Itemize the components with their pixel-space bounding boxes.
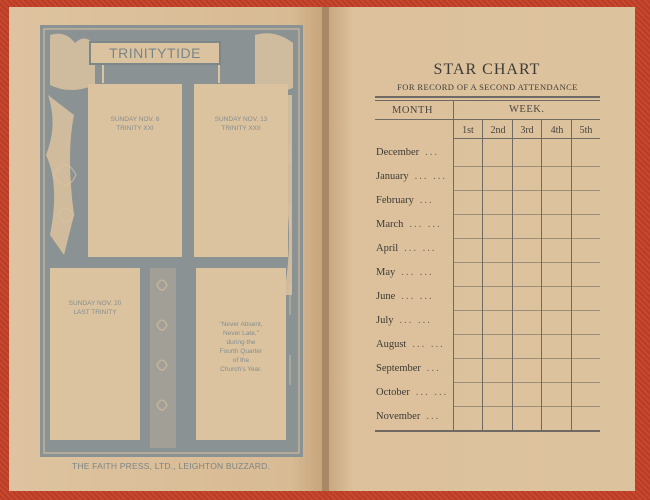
month-label: [376, 315, 432, 326]
month-name: April: [376, 243, 399, 254]
month-name: November: [376, 411, 421, 422]
month-label: [376, 291, 434, 302]
month-name: January: [376, 171, 409, 182]
leader-dots: ... ...: [409, 219, 442, 230]
calendar-panel-nov-20: [50, 268, 140, 440]
week-header: WEEK.: [509, 104, 545, 115]
week-col-3rd: 3rd: [520, 125, 534, 136]
motto-line-5: of the: [232, 357, 250, 364]
month-name: October: [376, 387, 410, 398]
panel-1-name: TRINITY XXI: [116, 125, 154, 132]
leader-dots: ... ...: [399, 315, 432, 326]
chart-subtitle: FOR RECORD OF A SECOND ATTENDANCE: [397, 82, 578, 92]
calendar-panel-nov-6: [88, 84, 182, 257]
leader-dots: ...: [425, 147, 440, 158]
row-divider: [453, 382, 600, 383]
leader-dots: ... ...: [412, 339, 445, 350]
month-name: June: [376, 291, 396, 302]
motto-line-4: Fourth Quarter: [219, 348, 263, 355]
table-top-rule: [375, 96, 600, 98]
month-label: [376, 195, 434, 206]
month-label: [376, 171, 447, 182]
row-divider: [453, 406, 600, 407]
row-divider: [453, 190, 600, 191]
panel-2-date: SUNDAY NOV. 13: [214, 116, 268, 123]
month-label: [376, 339, 445, 350]
month-name: July: [376, 315, 394, 326]
motto-line-3: during the: [226, 339, 256, 346]
trinitytide-banner: TRINITYTIDE: [89, 41, 221, 65]
chart-title: STAR CHART: [433, 61, 541, 78]
month-name: May: [376, 267, 396, 278]
table-top-rule-thin: [375, 100, 600, 101]
row-divider: [453, 214, 600, 215]
calendar-panel-nov-13: [194, 84, 288, 257]
table-bottom-rule: [375, 430, 600, 432]
motto-line-1: "Never Absent,: [219, 321, 263, 328]
month-header: MONTH: [392, 105, 433, 116]
month-label: [376, 411, 440, 422]
column-header-rule: [453, 138, 600, 139]
month-label: [376, 363, 441, 374]
week-col-1st: 1st: [462, 125, 474, 136]
row-divider: [453, 286, 600, 287]
month-name: September: [376, 363, 421, 374]
leader-dots: ... ...: [414, 171, 448, 182]
panel-2-name: TRINITY XXII: [221, 125, 261, 132]
row-divider: [453, 262, 600, 263]
panel-1-date: SUNDAY NOV. 6: [110, 116, 160, 123]
motto-line-6: Church's Year.: [220, 366, 262, 373]
week-col-2nd: 2nd: [490, 125, 506, 136]
month-label: [376, 147, 439, 158]
leader-dots: ...: [419, 195, 434, 206]
month-name: March: [376, 219, 404, 230]
month-label: [376, 267, 434, 278]
week-col-5th: 5th: [579, 125, 593, 136]
row-divider: [453, 334, 600, 335]
leader-dots: ...: [426, 411, 441, 422]
leader-dots: ... ...: [404, 243, 437, 254]
never-absent-panel: [196, 268, 286, 440]
leader-dots: ...: [426, 363, 441, 374]
leader-dots: ... ...: [401, 291, 434, 302]
leader-dots: ... ...: [415, 387, 449, 398]
leader-dots: ... ...: [401, 267, 434, 278]
column-divider: [453, 101, 454, 430]
publisher-footer: THE FAITH PRESS, LTD., LEIGHTON BUZZARD.: [71, 461, 271, 471]
month-name: August: [376, 339, 407, 350]
week-col-4th: 4th: [550, 125, 564, 136]
month-label: [376, 243, 437, 254]
month-label: [376, 219, 442, 230]
book-spine: [322, 7, 329, 491]
month-name: December: [376, 147, 420, 158]
month-name: February: [376, 195, 414, 206]
panel-3-name: LAST TRINITY: [73, 309, 117, 316]
motto-line-2: Never Late,": [223, 330, 259, 337]
panel-3-date: SUNDAY NOV. 20: [68, 300, 122, 307]
row-divider: [453, 238, 600, 239]
row-divider: [453, 166, 600, 167]
row-divider: [453, 310, 600, 311]
row-divider: [453, 358, 600, 359]
month-label: [376, 387, 448, 398]
week-subheader-rule: [453, 119, 600, 120]
